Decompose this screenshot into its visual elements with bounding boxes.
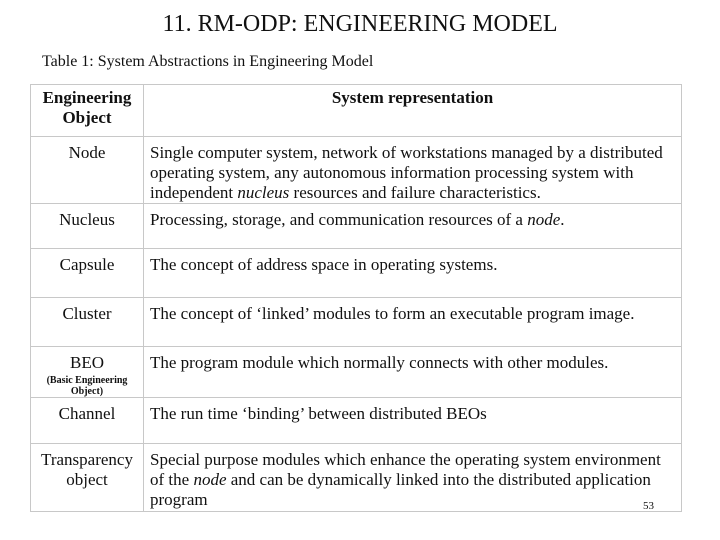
object-name: Node <box>68 143 106 162</box>
representation-italic-term: node <box>527 210 561 229</box>
object-name: Cluster <box>62 304 112 323</box>
representation-cell <box>144 137 682 204</box>
representation-cell <box>144 204 682 249</box>
table-caption: Table 1: System Abstractions in Engineering Model <box>42 53 374 70</box>
slide-title: 11. RM-ODP: ENGINEERING MODEL <box>162 11 558 37</box>
object-subtitle: (Basic Engineering Object) <box>46 375 128 397</box>
page-number: 53 <box>643 500 654 512</box>
table-row <box>31 347 682 398</box>
table-row <box>31 249 682 298</box>
representation-text: The concept of address space in operating systems. <box>150 255 498 274</box>
header-engineering-object: Engineering Object <box>31 85 144 137</box>
representation-cell <box>144 398 682 444</box>
object-name: BEO <box>70 353 104 372</box>
representation-text: The program module which normally connects with other modules. <box>150 353 609 372</box>
object-cell <box>31 137 144 204</box>
representation-cell <box>144 347 682 398</box>
table-row <box>31 298 682 347</box>
object-cell <box>31 249 144 298</box>
representation-text: Special purpose modules which enhance the operating system environment of the <box>150 450 661 489</box>
representation-text: and can be dynamically linked into the distributed application program <box>150 470 651 509</box>
representation-cell <box>144 249 682 298</box>
object-name: Transparency object <box>41 450 133 489</box>
object-cell <box>31 347 144 398</box>
table-header-row <box>31 85 682 137</box>
representation-text: resources and failure characteristics. <box>289 183 541 202</box>
header-system-representation: System representation <box>144 85 682 137</box>
representation-text: Single computer system, network of workstations managed by a distributed operating system, any autonomous information processing system with independent <box>150 143 663 202</box>
representation-cell <box>144 298 682 347</box>
representation-cell <box>144 444 682 512</box>
table-row <box>31 204 682 249</box>
table-row <box>31 398 682 444</box>
representation-text: Processing, storage, and communication resources of a <box>150 210 528 229</box>
representation-text: The concept of ‘linked’ modules to form an executable program image. <box>150 304 635 323</box>
representation-text: The run time ‘binding’ between distributed BEOs <box>150 404 487 423</box>
representation-italic-term: node <box>193 470 227 489</box>
object-cell <box>31 204 144 249</box>
table-row <box>31 137 682 204</box>
representation-text: . <box>560 210 565 229</box>
abstractions-table <box>30 84 682 512</box>
object-name: Channel <box>58 404 116 423</box>
object-cell <box>31 444 144 512</box>
object-cell <box>31 298 144 347</box>
object-name: Nucleus <box>59 210 115 229</box>
object-name: Capsule <box>59 255 115 274</box>
representation-italic-term: nucleus <box>237 183 290 202</box>
table-row <box>31 444 682 512</box>
object-cell <box>31 398 144 444</box>
